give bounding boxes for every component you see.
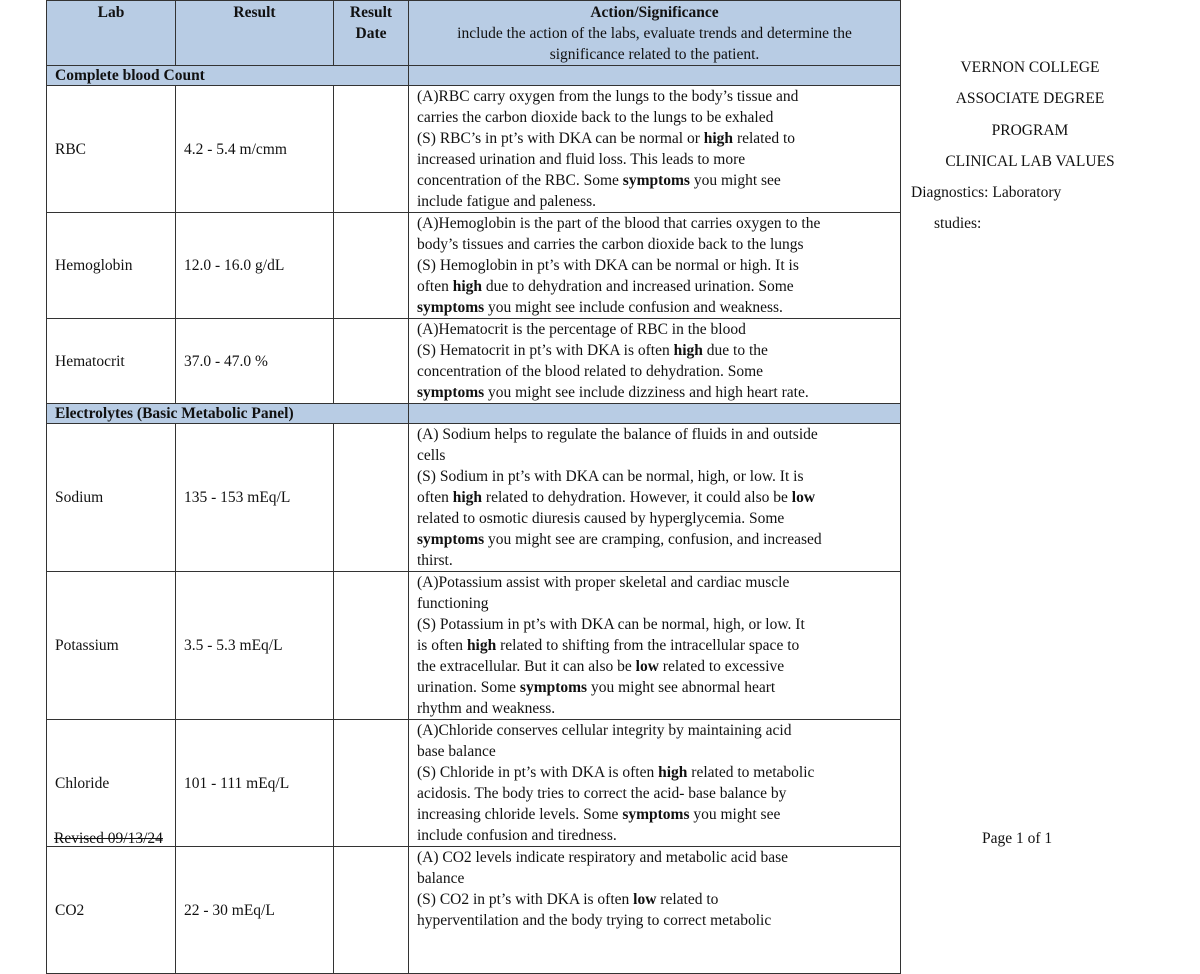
lab-date [334,213,409,319]
lab-name: CO2 [47,847,176,974]
document-title: CLINICAL LAB VALUES [945,152,1115,170]
lab-result: 4.2 - 5.4 m/cmm [176,86,334,213]
table-row [47,319,901,404]
lab-date [334,720,409,847]
header-result: Result [176,1,334,66]
lab-result: 22 - 30 mEq/L [176,847,334,974]
section-row-electrolytes [47,404,901,424]
table-row [47,424,901,572]
lab-result: 135 - 153 mEq/L [176,424,334,572]
header-action: Action/Significance include the action of the labs, evaluate trends and determine the significance related to the patient. [409,1,901,66]
lab-name: Chloride [47,720,176,847]
section-title: Complete blood Count [47,66,409,86]
lab-name: Potassium [47,572,176,720]
lab-date [334,424,409,572]
page-number: Page 1 of 1 [982,830,1053,847]
lab-action: (A) Sodium helps to regulate the balance of fluids in and outside cells (S) Sodium in pt’s with DKA can be normal, high, or low. It is often high related to dehydration. However, it could also be low related to osmotic diuresis caused by hyperglycemia. Some symptoms you might see are cramping, confusion, and increased thirst. [409,424,901,572]
lab-date [334,86,409,213]
table-header-row [47,1,901,66]
studies-label: studies: [934,215,982,233]
lab-date [334,847,409,974]
lab-action: (A)Hemoglobin is the part of the blood that carries oxygen to the body’s tissues and carries the carbon dioxide back to the lungs (S) Hemoglobin in pt’s with DKA can be normal or high. It is often high due to dehydration and increased urination. Some symptoms you might see include confusion and weakness. [409,213,901,319]
table-row [47,720,901,847]
lab-action: (A) CO2 levels indicate respiratory and metabolic acid base balance (S) CO2 in pt’s with DKA is often low related to hyperventilation and the body trying to correct metabolic [409,847,901,974]
table-row [47,213,901,319]
lab-date [334,319,409,404]
lab-name: Hematocrit [47,319,176,404]
revised-date: Revised 09/13/24 [54,830,163,847]
table-row [47,847,901,974]
lab-action: (A)Chloride conserves cellular integrity by maintaining acid base balance (S) Chloride in pt’s with DKA is often high related to metabolic acidosis. The body tries to correct the acid- base balance by increasing chloride levels. Some symptoms you might see include confusion and tiredness. [409,720,901,847]
lab-action: (A)Hematocrit is the percentage of RBC in the blood (S) Hematocrit in pt’s with DKA is often high due to the concentration of the blood related to dehydration. Some symptoms you might see include dizziness and high heart rate. [409,319,901,404]
section-title: Electrolytes (Basic Metabolic Panel) [47,404,409,424]
lab-result: 12.0 - 16.0 g/dL [176,213,334,319]
lab-action: (A)RBC carry oxygen from the lungs to the body’s tissue and carries the carbon dioxide back to the lungs to be exhaled (S) RBC’s in pt’s with DKA can be normal or high related to increased urination and fluid loss. This leads to more concentration of the RBC. Some symptoms you might see include fatigue and paleness. [409,86,901,213]
lab-name: Hemoglobin [47,213,176,319]
lab-result: 3.5 - 5.3 mEq/L [176,572,334,720]
lab-name: RBC [47,86,176,213]
program-name: PROGRAM [991,121,1069,139]
section-row-cbc [47,66,901,86]
diagnostics-label: Diagnostics: Laboratory [911,184,1062,202]
table-row [47,572,901,720]
lab-date [334,572,409,720]
lab-action: (A)Potassium assist with proper skeletal and cardiac muscle functioning (S) Potassium in pt’s with DKA can be normal, high, or low. It is often high related to shifting from the intracellular space to the extracellular. But it can also be low related to excessive urination. Some symptoms you might see abnormal heart rhythm and weakness. [409,572,901,720]
header-result-date: Result Date [334,1,409,66]
degree-name: ASSOCIATE DEGREE [955,90,1105,108]
header-lab: Lab [47,1,176,66]
lab-result: 37.0 - 47.0 % [176,319,334,404]
lab-values-table [46,0,901,974]
lab-name: Sodium [47,424,176,572]
college-name: VERNON COLLEGE [960,59,1100,76]
document-heading-block [905,52,1155,240]
table-row [47,86,901,213]
lab-result: 101 - 111 mEq/L [176,720,334,847]
